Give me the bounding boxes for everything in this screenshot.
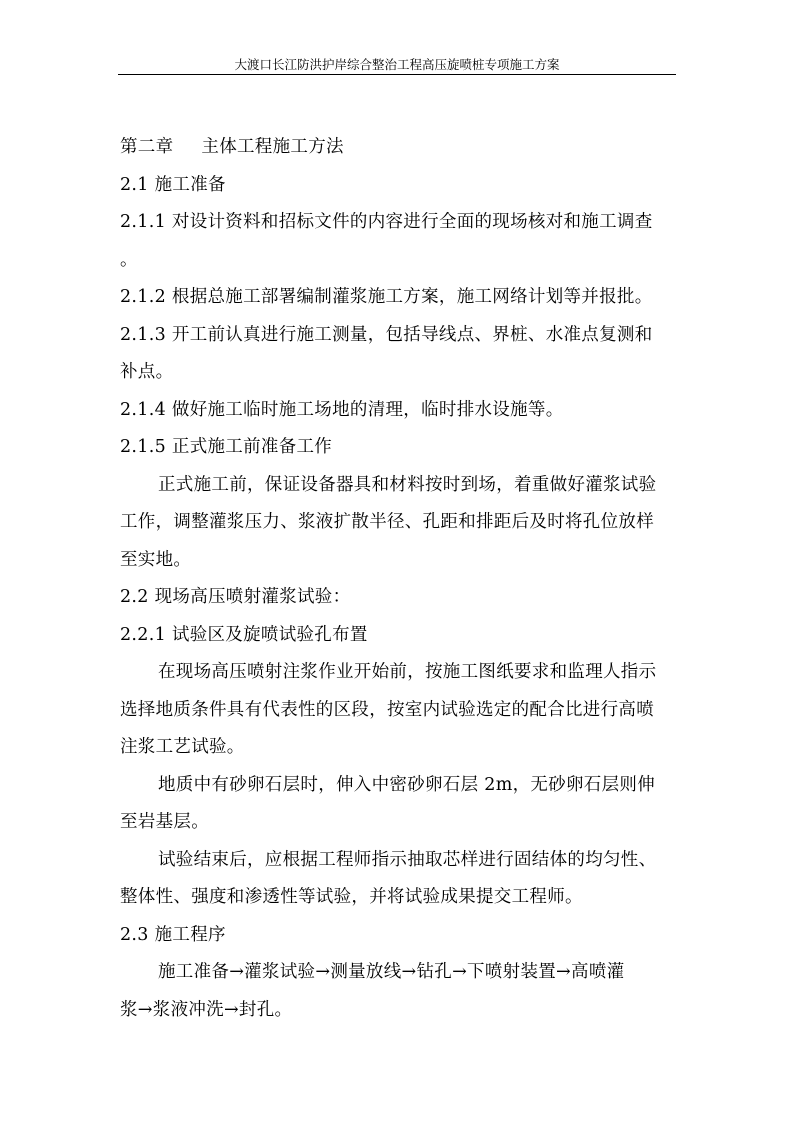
- paragraph-line: 施工准备→灌浆试验→测量放线→钻孔→下喷射装置→高喷灌: [158, 962, 625, 982]
- chapter-heading: [120, 129, 678, 167]
- paragraph-line: 在现场高压喷射注浆作业开始前，按施工图纸要求和监理人指示: [158, 662, 657, 682]
- paragraph-line: 2.1.3 开工前认真进行施工测量，包括导线点、界桩、水准点复测和: [120, 324, 653, 345]
- paragraph-line: 补点。: [120, 362, 174, 382]
- paragraph-line: 2.1.2 根据总施工部署编制灌浆施工方案，施工网络计划等并报批。: [120, 287, 653, 307]
- chapter-title: 主体工程施工方法: [201, 137, 344, 157]
- subsection-heading: 2.2.1 试验区及旋喷试验孔布置: [120, 624, 368, 645]
- paragraph-line: 。: [120, 249, 138, 270]
- paragraph-line: 正式施工前，保证设备器具和材料按时到场，着重做好灌浆试验: [158, 474, 657, 495]
- paragraph-line: 试验结束后，应根据工程师指示抽取芯样进行固结体的均匀性、: [158, 849, 657, 870]
- paragraph-line: 至实地。: [120, 549, 192, 570]
- section-heading: 2.3 施工程序: [120, 924, 226, 945]
- paragraph-line: 选择地质条件具有代表性的区段，按室内试验选定的配合比进行高喷: [120, 699, 654, 720]
- subsection-heading: 2.1.5 正式施工前准备工作: [120, 437, 333, 457]
- header-title: 大渡口长江防洪护岸综合整治工程高压旋喷桩专项施工方案: [234, 57, 560, 72]
- paragraph-line: 2.1.1 对设计资料和招标文件的内容进行全面的现场核对和施工调查: [120, 212, 653, 232]
- paragraph-line: 浆→浆液冲洗→封孔。: [120, 999, 293, 1020]
- page-header: [118, 56, 676, 75]
- paragraph-line: 至岩基层。: [120, 812, 209, 832]
- document-body: [120, 129, 678, 1029]
- paragraph-line: 注浆工艺试验。: [120, 737, 245, 757]
- paragraph-line: 2.1.4 做好施工临时施工场地的清理，临时排水设施等。: [120, 399, 564, 420]
- paragraph-line: 整体性、强度和渗透性等试验，并将试验成果提交工程师。: [120, 887, 583, 907]
- paragraph-line: 地质中有砂卵石层时，伸入中密砂卵石层 2m，无砂卵石层则伸: [158, 774, 655, 795]
- chapter-number: 第二章: [120, 137, 174, 157]
- section-heading: 2.1 施工准备: [120, 174, 226, 195]
- section-heading: 2.2 现场高压喷射灌浆试验：: [120, 587, 351, 607]
- paragraph-line: 工作，调整灌浆压力、浆液扩散半径、孔距和排距后及时将孔位放样: [120, 512, 654, 532]
